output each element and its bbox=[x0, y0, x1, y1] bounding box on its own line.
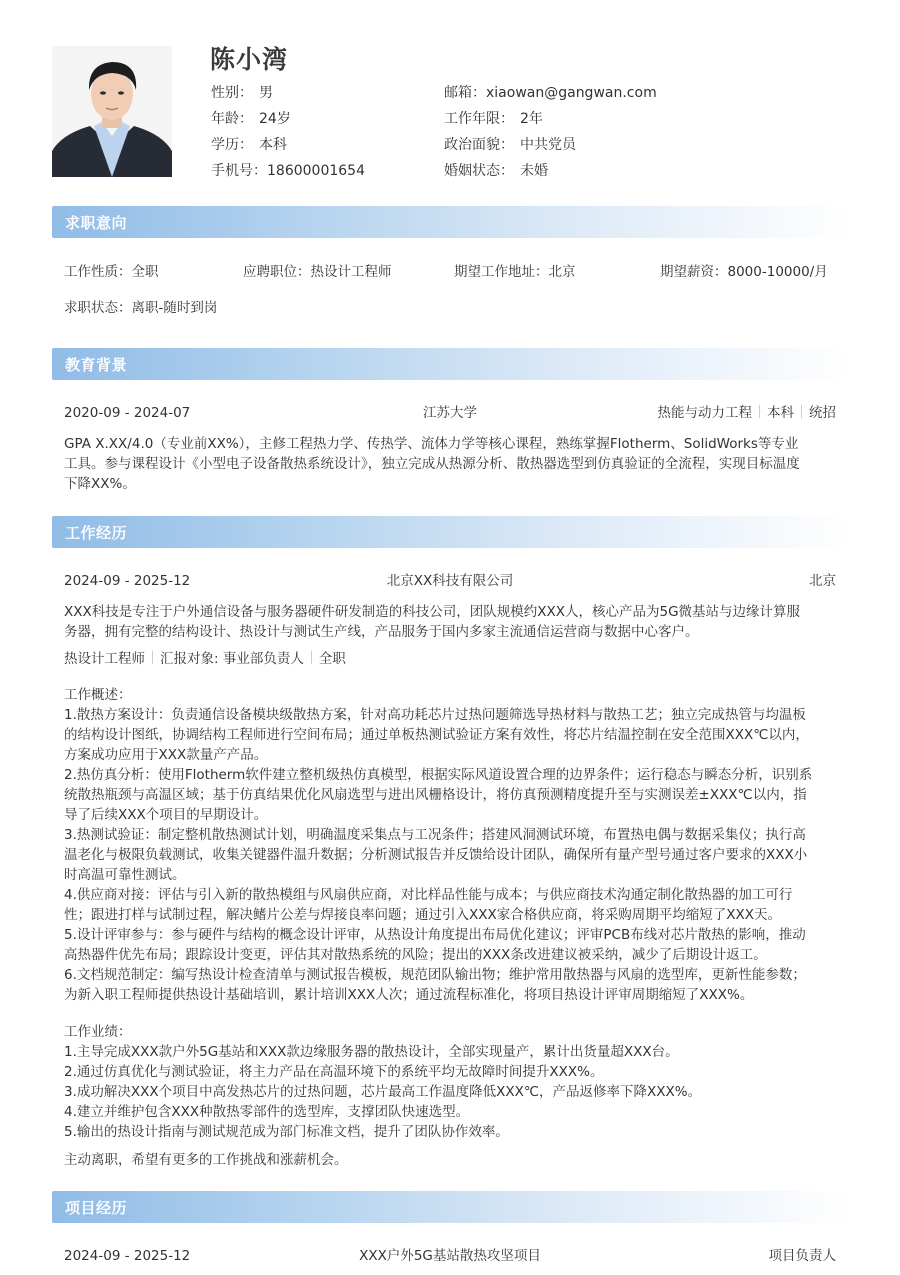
work-entry-header bbox=[64, 571, 836, 591]
divider bbox=[152, 651, 153, 664]
education-level-field bbox=[211, 136, 287, 154]
work-job-type: 全职 bbox=[318, 651, 346, 667]
divider bbox=[311, 651, 312, 664]
divider bbox=[801, 405, 802, 418]
education-type: 统招 bbox=[809, 405, 836, 421]
work-role-line bbox=[64, 649, 346, 669]
divider bbox=[759, 405, 760, 418]
company-desc-line: XXX科技是专注于户外通信设备与服务器硬件研发制造的科技公司，团队规模约XXX人，核心产品为5G微基站与边缘计算服 bbox=[64, 604, 801, 620]
intent-position bbox=[243, 262, 392, 282]
age-value: 24岁 bbox=[259, 111, 291, 127]
overview-line: 2.热仿真分析：使用Flotherm软件建立整机级热仿真模型，根据实际风道设置合理的边界条件；运行稳态与瞬态分析，识别系 bbox=[64, 767, 813, 783]
section-title: 工作经历 bbox=[65, 524, 128, 542]
section-header-education bbox=[52, 348, 848, 380]
phone-field bbox=[211, 162, 365, 180]
intent-value: 北京 bbox=[548, 264, 576, 280]
political-status-label: 政治面貌： bbox=[444, 137, 514, 153]
section-title: 教育背景 bbox=[65, 356, 128, 374]
intent-label: 期望薪资： bbox=[660, 264, 728, 280]
overview-line: 6.文档规范制定：编写热设计检查清单与测试报告模板，规范团队输出物；维护常用散热器与风扇的选型库，更新性能参数； bbox=[64, 967, 806, 983]
overview-line: 性；跟进打样与试制过程，解决鳍片公差与焊接良率问题；通过引入XXX家合格供应商，将采购周期平均缩短了XXX天。 bbox=[64, 907, 781, 923]
intent-location bbox=[454, 262, 576, 282]
project-name: XXX户外5G基站散热攻坚项目 bbox=[359, 1248, 541, 1264]
work-years-label: 工作年限： bbox=[444, 111, 514, 127]
age-label: 年龄： bbox=[211, 111, 253, 127]
education-period: 2020-09 - 2024-07 bbox=[64, 405, 191, 421]
overview-line: 导了后续XXX个项目的早期设计。 bbox=[64, 807, 268, 823]
candidate-name: 陈小湾 bbox=[210, 45, 289, 74]
overview-line: 时高温可靠性测试。 bbox=[64, 867, 186, 883]
intent-label: 求职状态： bbox=[64, 300, 132, 316]
gender-value: 男 bbox=[259, 85, 273, 101]
age-field bbox=[211, 110, 291, 128]
intent-label: 应聘职位： bbox=[243, 264, 311, 280]
intent-value: 热设计工程师 bbox=[310, 264, 392, 280]
political-status-value: 中共党员 bbox=[520, 137, 576, 153]
intent-work-type bbox=[64, 262, 159, 282]
overview-line: 为新入职工程师提供热设计基础培训，累计培训XXX人次；通过流程标准化，将项目热设计评审周期缩短了XXX%。 bbox=[64, 987, 754, 1003]
intent-value: 8000-10000/月 bbox=[727, 264, 828, 280]
project-period: 2024-09 - 2025-12 bbox=[64, 1248, 191, 1264]
section-header-projects bbox=[52, 1191, 848, 1223]
gender-label: 性别： bbox=[211, 85, 253, 101]
gender-field bbox=[211, 84, 273, 102]
email-value[interactable]: xiaowan@gangwan.com bbox=[486, 85, 657, 101]
work-company: 北京XX科技有限公司 bbox=[386, 573, 514, 589]
intent-value: 全职 bbox=[131, 264, 159, 280]
education-major: 热能与动力工程 bbox=[657, 405, 752, 421]
work-years-field bbox=[444, 110, 543, 128]
overview-line: 1.散热方案设计：负责通信设备模块级散热方案，针对高功耗芯片过热问题筛选导热材料与散热工艺；独立完成热管与均温板 bbox=[64, 707, 806, 723]
overview-line: 温老化与极限负载测试，收集关键器件温升数据；分析测试报告并反馈给设计团队，确保所有量产型号通过客户要求的XXX小 bbox=[64, 847, 808, 863]
education-desc-line: GPA X.XX/4.0（专业前XX%），主修工程热力学、传热学、流体力学等核心课程，熟练掌握Flotherm、SolidWorks等专业 bbox=[64, 436, 799, 452]
education-details bbox=[658, 403, 837, 423]
leave-reason: 主动离职，希望有更多的工作挑战和涨薪机会。 bbox=[64, 1152, 348, 1168]
phone-value: 18600001654 bbox=[267, 163, 365, 179]
education-desc-line: 工具。参与课程设计《小型电子设备散热系统设计》，独立完成从热源分析、散热器选型到仿真验证的全流程，实现目标温度 bbox=[64, 456, 800, 472]
work-role: 热设计工程师 bbox=[64, 651, 145, 667]
email-label: 邮箱： bbox=[444, 85, 486, 101]
intent-label: 期望工作地址： bbox=[454, 264, 549, 280]
intent-status bbox=[64, 298, 217, 318]
overview-line: 5.设计评审参与：参与硬件与结构的概念设计评审，从热设计角度提出布局优化建议；评审PCB布线对芯片散热的影响，推动 bbox=[64, 927, 806, 943]
intent-salary bbox=[660, 262, 828, 282]
intent-label: 工作性质： bbox=[64, 264, 132, 280]
education-level-value: 本科 bbox=[259, 137, 287, 153]
achievement-line: 2.通过仿真优化与测试验证，将主力产品在高温环境下的系统平均无故障时间提升XXX%。 bbox=[64, 1064, 604, 1080]
overview-line: 3.热测试验证：制定整机散热测试计划，明确温度采集点与工况条件；搭建风洞测试环境，布置热电偶与数据采集仪；执行高 bbox=[64, 827, 806, 843]
education-desc-line: 下降XX%。 bbox=[64, 476, 136, 492]
section-title: 项目经历 bbox=[65, 1199, 128, 1217]
work-achievements-title: 工作业绩： bbox=[64, 1024, 132, 1040]
email-field bbox=[444, 84, 657, 102]
overview-line: 方案成功应用于XXX款量产产品。 bbox=[64, 747, 268, 763]
education-entry-header bbox=[64, 403, 836, 423]
intent-value: 离职-随时到岗 bbox=[131, 300, 218, 316]
political-status-field bbox=[444, 136, 576, 154]
section-title: 求职意向 bbox=[65, 214, 128, 232]
achievement-line: 4.建立并维护包含XXX种散热零部件的选型库，支撑团队快速选型。 bbox=[64, 1104, 470, 1120]
marital-status-label: 婚姻状态： bbox=[444, 163, 514, 179]
project-role: 项目负责人 bbox=[768, 1248, 836, 1264]
overview-line: 高热器件优先布局；跟踪设计变更，评估其对散热系统的风险；提出的XXX条改进建议被采纳，减少了后期设计返工。 bbox=[64, 947, 767, 963]
education-level-label: 学历： bbox=[211, 137, 253, 153]
work-achievements bbox=[64, 1022, 839, 1142]
education-description bbox=[64, 434, 839, 494]
work-report-to: 汇报对象: 事业部负责人 bbox=[160, 651, 304, 667]
company-desc-line: 务器，拥有完整的结构设计、热设计与测试生产线，产品服务于国内多家主流通信运营商与数据中心客户。 bbox=[64, 624, 699, 640]
company-description bbox=[64, 602, 839, 642]
achievement-line: 3.成功解决XXX个项目中高发热芯片的过热问题，芯片最高工作温度降低XXX℃，产品返修率下降XXX%。 bbox=[64, 1084, 702, 1100]
phone-label: 手机号： bbox=[211, 163, 267, 179]
overview-line: 的结构设计图纸，协调结构工程师进行空间布局；通过单板热测试验证方案有效性，将芯片结温控制在安全范围XXX℃以内， bbox=[64, 727, 809, 743]
work-overview-title: 工作概述： bbox=[64, 687, 132, 703]
project-entry-header bbox=[64, 1246, 836, 1266]
work-years-value: 2年 bbox=[520, 111, 543, 127]
work-period: 2024-09 - 2025-12 bbox=[64, 573, 191, 589]
work-city: 北京 bbox=[809, 573, 836, 589]
overview-line: 4.供应商对接：评估与引入新的散热模组与风扇供应商，对比样品性能与成本；与供应商技术沟通定制化散热器的加工可行 bbox=[64, 887, 793, 903]
work-overview bbox=[64, 685, 839, 1005]
section-header-work-experience bbox=[52, 516, 848, 548]
achievement-line: 5.输出的热设计指南与测试规范成为部门标准文档，提升了团队协作效率。 bbox=[64, 1124, 509, 1140]
marital-status-field bbox=[444, 162, 548, 180]
marital-status-value: 未婚 bbox=[520, 163, 548, 179]
section-header-job-intent bbox=[52, 206, 848, 238]
overview-line: 统散热瓶颈与高温区域；基于仿真结果优化风扇选型与进出风栅格设计，将仿真预测精度提升至与实测误差±XXX℃以内，指 bbox=[64, 787, 807, 803]
person-portrait-icon bbox=[52, 46, 172, 177]
avatar-photo bbox=[52, 46, 172, 177]
education-school: 江苏大学 bbox=[423, 405, 477, 421]
education-degree: 本科 bbox=[767, 405, 794, 421]
achievement-line: 1.主导完成XXX款户外5G基站和XXX款边缘服务器的散热设计，全部实现量产，累计出货量超XXX台。 bbox=[64, 1044, 679, 1060]
